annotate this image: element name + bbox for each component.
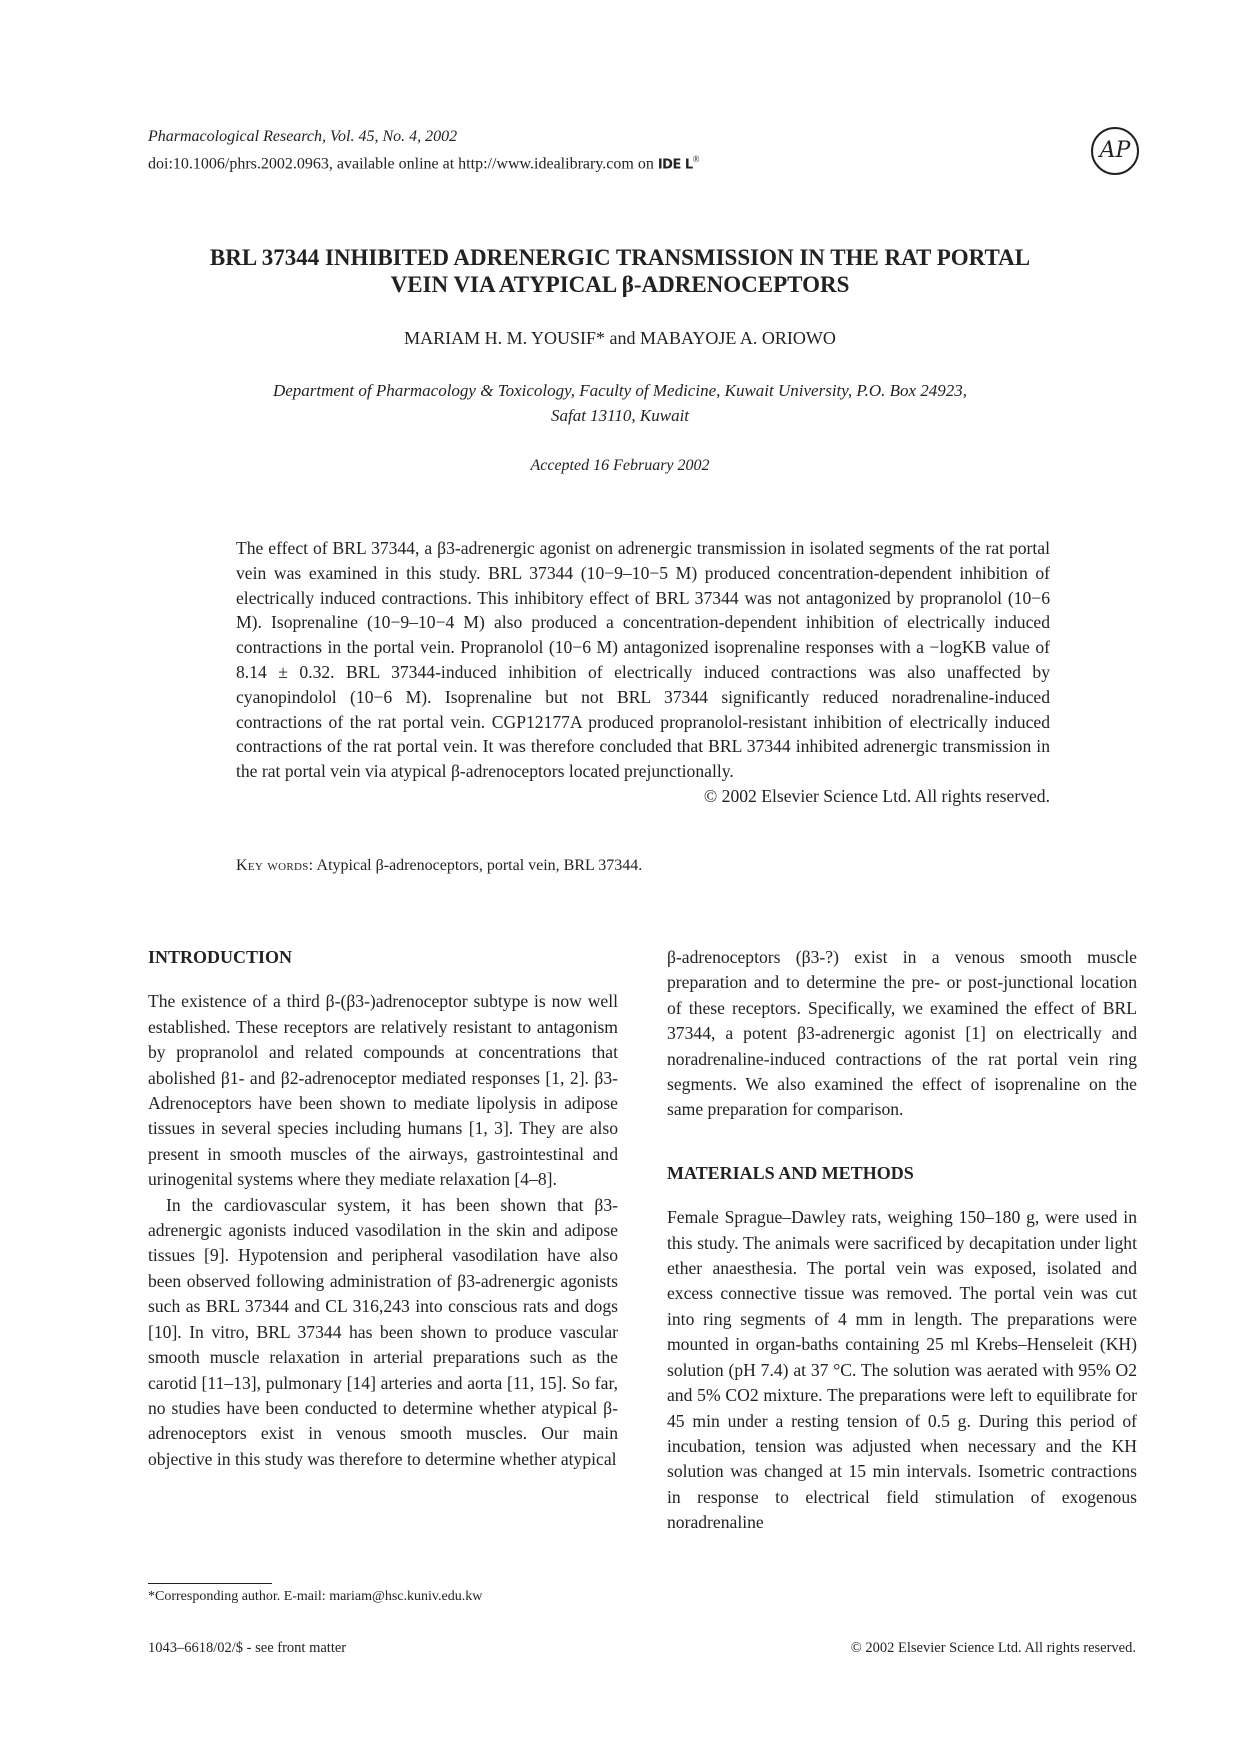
abstract — [236, 536, 1050, 809]
intro-paragraph-1: The existence of a third β-(β3-)adrenoceptor subtype is now well established. These receptors are relatively resistant to antagonism by propranolol and related compounds at concentrations that abolished β1- and β2-adrenoceptor mediated responses [1, 2]. β3-Adrenoceptors have been shown to mediate lipolysis in adipose tissues in several species including humans [1, 3]. They are also present in smooth muscles of the airways, gastrointestinal and urinogenital systems where they mediate relaxation [4–8]. — [148, 991, 618, 1190]
title-line-2: VEIN VIA ATYPICAL β-ADRENOCEPTORS — [390, 272, 850, 297]
intro-continuation: β-adrenoceptors (β3-?) exist in a venous smooth muscle preparation and to determine the pre- or post-junctional location of these receptors. Specifically, we examined the effect of BRL 37344, a potent β3-adrenergic agonist [1] on electrically and noradrenaline-induced contractions of the rat portal vein ring segments. We also examined the effect of isoprenaline on the same preparation for comparison. — [667, 947, 1137, 1120]
publisher-logo: AP — [1091, 127, 1139, 175]
authors: MARIAM H. M. YOUSIF* and MABAYOJE A. ORIOWO — [404, 328, 836, 348]
keywords-label: Key words: — [236, 857, 314, 874]
intro-paragraph-2: In the cardiovascular system, it has been shown that β3-adrenergic agonists induced vasodilation in the skin and adipose tissues [9]. Hypotension and peripheral vasodilation have also been observed following administration of β3-adrenergic agonists such as BRL 37344 and CL 316,243 into conscious rats and dogs [10]. In vitro, BRL 37344 has been shown to produce vascular smooth muscle relaxation in arterial preparations such as the carotid [11–13], pulmonary [14] arteries and aorta [11, 15]. So far, no studies have been conducted to determine whether atypical β-adrenoceptors exist in venous smooth muscles. Our main objective in this study was therefore to determine whether atypical — [148, 1194, 618, 1469]
ideal-logo: IDE L — [657, 157, 693, 173]
keywords — [236, 857, 642, 875]
footnote: *Corresponding author. E-mail: mariam@hsc.kuniv.edu.kw — [148, 1589, 483, 1604]
affiliation-line-1: Department of Pharmacology & Toxicology, Faculty of Medicine, Kuwait University, P.O. Box 24923, — [272, 381, 968, 400]
registered-mark: ® — [692, 154, 700, 164]
left-column — [148, 945, 618, 1472]
title-line-1: BRL 37344 INHIBITED ADRENERGIC TRANSMISSION IN THE RAT PORTAL — [209, 245, 1031, 270]
accepted-date: Accepted 16 February 2002 — [530, 457, 710, 474]
right-column — [667, 945, 1137, 1536]
methods-paragraph: Female Sprague–Dawley rats, weighing 150–180 g, were used in this study. The animals were sacrificed by decapitation under light ether anaesthesia. The portal vein was exposed, isolated and excess connective tissue was removed. The portal vein was cut into ring segments of 4 mm in length. The preparations were mounted in organ-baths containing 25 ml Krebs–Henseleit (KH) solution (pH 7.4) at 37 °C. The solution was aerated with 95% O2 and 5% CO2 mixture. The preparations were left to equilibrate for 45 min under a resting tension of 0.5 g. During this period of incubation, tension was adjusted when necessary and the KH solution was changed at 15 min intervals. Isometric contractions in response to electrical field stimulation of exogenous noradrenaline — [667, 1207, 1137, 1533]
introduction-heading: INTRODUCTION — [148, 947, 293, 967]
affiliation-line-2: Safat 13110, Kuwait — [550, 406, 690, 425]
footer-copyright: © 2002 Elsevier Science Ltd. All rights reserved. — [850, 1640, 1136, 1656]
footer-issn: 1043–6618/02/$ - see front matter — [148, 1640, 347, 1656]
abstract-text: The effect of BRL 37344, a β3-adrenergic agonist on adrenergic transmission in isolated segments of the rat portal vein was examined in this study. BRL 37344 (10−9–10−5 M) produced concentration-dependent inhibition of electrically induced contractions. This inhibitory effect of BRL 37344 was not antagonized by propranolol (10−6 M). Isoprenaline (10−9–10−4 M) also produced a concentration-dependent inhibition of electrically induced contractions in the portal vein. Propranolol (10−6 M) antagonized isoprenaline responses with a −logKB value of 8.14 ± 0.32. BRL 37344-induced inhibition of electrically induced contractions was also unaffected by cyanopindolol (10−6 M). Isoprenaline but not BRL 37344 significantly reduced noradrenaline-induced contractions of the rat portal vein. CGP12177A produced propranolol-resistant inhibition of electrically induced contractions of the rat portal vein. It was therefore concluded that BRL 37344 inhibited adrenergic transmission in the rat portal vein via atypical β-adrenoceptors located prejunctionally. — [236, 538, 1050, 782]
affiliation — [150, 378, 1090, 428]
journal-header — [148, 126, 700, 176]
doi-line — [148, 148, 700, 176]
paper-title — [150, 244, 1090, 298]
abstract-copyright: © 2002 Elsevier Science Ltd. All rights reserved. — [703, 785, 1050, 806]
footnote-rule — [148, 1583, 272, 1584]
journal-citation: Pharmacological Research, Vol. 45, No. 4, 2002 — [148, 128, 458, 145]
keywords-text: Atypical β-adrenoceptors, portal vein, BRL 37344. — [316, 857, 643, 874]
methods-heading: MATERIALS AND METHODS — [667, 1162, 914, 1183]
doi-text: doi:10.1006/phrs.2002.0963, available online at http://www.idealibrary.com on — [148, 155, 654, 173]
